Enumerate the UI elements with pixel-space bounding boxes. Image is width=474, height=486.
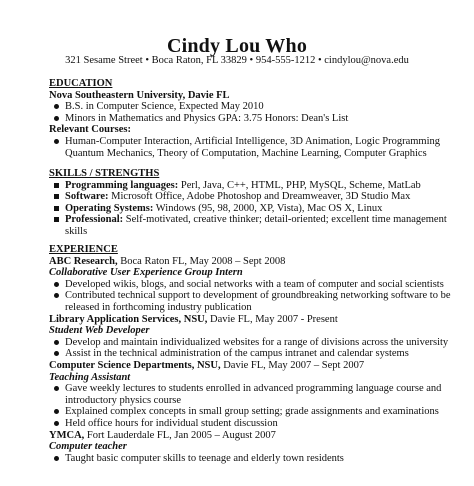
courses-item	[49, 136, 469, 159]
education-section	[49, 78, 469, 159]
skill-item	[49, 214, 469, 237]
job-bullet	[49, 290, 469, 313]
skill-label: Operating Systems:	[65, 202, 154, 214]
job-meta: Boca Raton FL, May 2008 – Sept 2008	[117, 255, 286, 267]
job-title: Computer teacher	[49, 441, 127, 453]
skill-text: Windows (95, 98, 2000, XP, Vista), Mac OS X, Linux	[153, 202, 383, 214]
job-entry	[49, 256, 469, 314]
education-item: Minors in Mathematics and Physics GPA: 3.75 Honors: Dean's List	[49, 113, 469, 125]
job-bullet: Developed wikis, blogs, and social networks with a team of computer and social scientists	[49, 279, 469, 291]
courses-line-1: Human-Computer Interaction, Artificial Intelligence, 3D Animation, Logic Programming	[65, 135, 440, 147]
job-org: Computer Science Departments, NSU,	[49, 359, 221, 371]
skills-section	[49, 168, 469, 238]
courses-line-2: Quantum Mechanics, Theory of Computation, Machine Learning, Computer Graphics	[65, 147, 427, 159]
skill-item	[49, 191, 469, 203]
skill-item	[49, 203, 469, 215]
skill-item	[49, 180, 469, 192]
job-bullet-line: Gave weekly lectures to students enrolled in advanced programming language course and	[65, 383, 442, 395]
job-title: Student Web Developer	[49, 325, 150, 337]
job-meta: Davie FL, May 2007 - Present	[207, 313, 338, 325]
courses-label: Relevant Courses:	[49, 124, 131, 136]
skill-label: Professional:	[65, 214, 124, 226]
job-bullet-line: introductory physics course	[65, 394, 182, 406]
job-bullet-line: Contributed technical support to development of groundbreaking networking software to be	[65, 290, 451, 302]
education-list	[49, 101, 469, 124]
skills-heading: SKILLS / STRENGTHS	[49, 168, 160, 179]
job-title: Collaborative User Experience Group Intern	[49, 267, 243, 279]
job-bullet-line: released in forthcoming industry publication	[65, 301, 252, 313]
education-school: Nova Southeastern University, Davie FL	[49, 89, 230, 101]
experience-section	[49, 244, 469, 464]
job-entry	[49, 430, 469, 465]
skill-text: Microsoft Office, Adobe Photoshop and Dreamweaver, 3D Studio Max	[108, 191, 411, 203]
job-bullet: Held office hours for individual student discussion	[49, 418, 469, 430]
job-entry	[49, 314, 469, 360]
skill-text: Perl, Java, C++, HTML, PHP, MySQL, Scheme, MatLab	[178, 179, 421, 191]
job-bullet: Explained complex concepts in small group setting; grade assignments and examinations	[49, 406, 469, 418]
experience-heading: EXPERIENCE	[49, 244, 118, 255]
job-bullet: Develop and maintain individualized websites for a range of divisions across the university	[49, 337, 469, 349]
skill-text-cont: skills	[65, 225, 88, 237]
courses-list	[49, 136, 469, 159]
job-bullet: Assist in the technical administration of the campus intranet and calendar systems	[49, 348, 469, 360]
job-entry	[49, 360, 469, 430]
job-org: Library Application Services, NSU,	[49, 313, 208, 325]
skill-text: Self-motivated, creative thinker; detail-oriented; excellent time management	[123, 214, 447, 226]
job-org: ABC Research,	[49, 255, 118, 267]
job-bullet: Taught basic computer skills to teenage and elderly town residents	[49, 453, 469, 465]
resume-name: Cindy Lou Who	[166, 35, 308, 57]
skill-label: Programming languages:	[65, 179, 179, 191]
education-heading: EDUCATION	[49, 78, 113, 89]
skills-list	[49, 180, 469, 238]
job-org: YMCA,	[49, 429, 85, 441]
skill-label: Software:	[65, 191, 109, 203]
job-bullet	[49, 383, 469, 406]
education-item: B.S. in Computer Science, Expected May 2010	[49, 101, 469, 113]
job-meta: Fort Lauderdale FL, Jan 2005 – August 2007	[84, 429, 276, 441]
contact-line: 321 Sesame Street • Boca Raton, FL 33829 • 954-555-1212 • cindylou@nova.edu	[65, 55, 409, 66]
job-meta: Davie FL, May 2007 – Sept 2007	[220, 359, 365, 371]
job-title: Teaching Assistant	[49, 371, 131, 383]
